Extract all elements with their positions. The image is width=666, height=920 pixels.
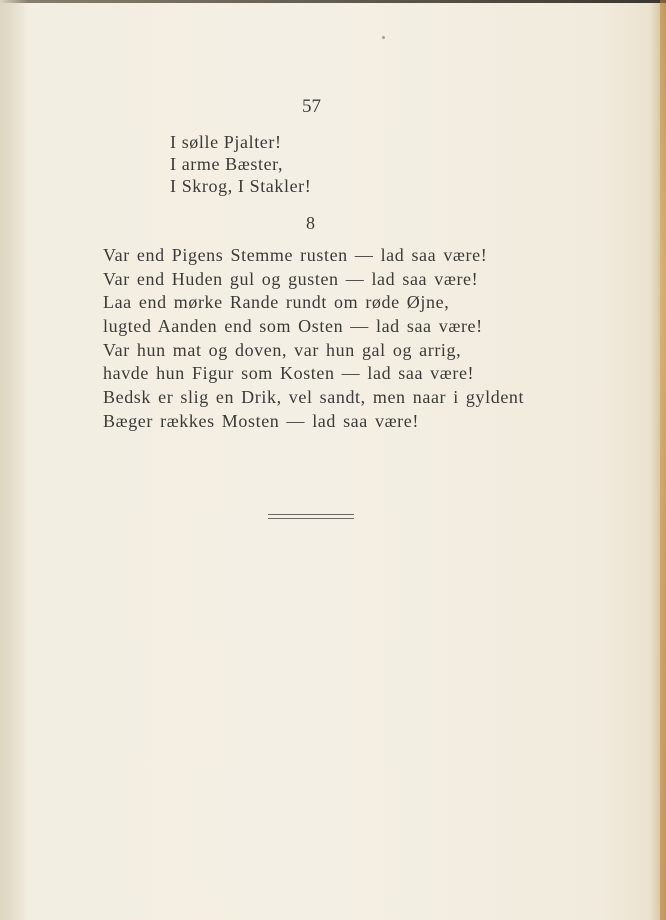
page-edge-discoloration: [660, 0, 666, 920]
verse-line: I arme Bæster,: [170, 154, 284, 174]
stanza-2: [103, 244, 524, 434]
verse-line: lugted Aanden end som Osten — lad saa være!: [103, 316, 483, 337]
verse-line: Var hun mat og doven, var hun gal og arrig,: [103, 339, 462, 360]
verse-line: Laa end mørke Rande rundt om røde Øjne,: [103, 292, 450, 313]
page-gutter: [0, 0, 28, 920]
verse-line: Var end Huden gul og gusten — lad saa være!: [103, 268, 479, 289]
page-number: 57: [302, 96, 321, 117]
verse-line: Bæger rækkes Mosten — lad saa være!: [103, 410, 419, 431]
top-edge: [0, 0, 666, 3]
ornamental-divider: [268, 514, 354, 519]
verse-line: I sølle Pjalter!: [170, 132, 282, 152]
verse-line: Var end Pigens Stemme rusten — lad saa være!: [103, 245, 488, 265]
paper-speck: [382, 36, 385, 39]
verse-line: havde hun Figur som Kosten — lad saa være!: [103, 363, 475, 384]
verse-line: Bedsk er slig en Drik, vel sandt, men naar i gyldent: [103, 387, 525, 408]
stanza-1: [170, 131, 311, 197]
section-number: 8: [306, 213, 315, 233]
verse-line: I Skrog, I Stakler!: [170, 176, 312, 196]
